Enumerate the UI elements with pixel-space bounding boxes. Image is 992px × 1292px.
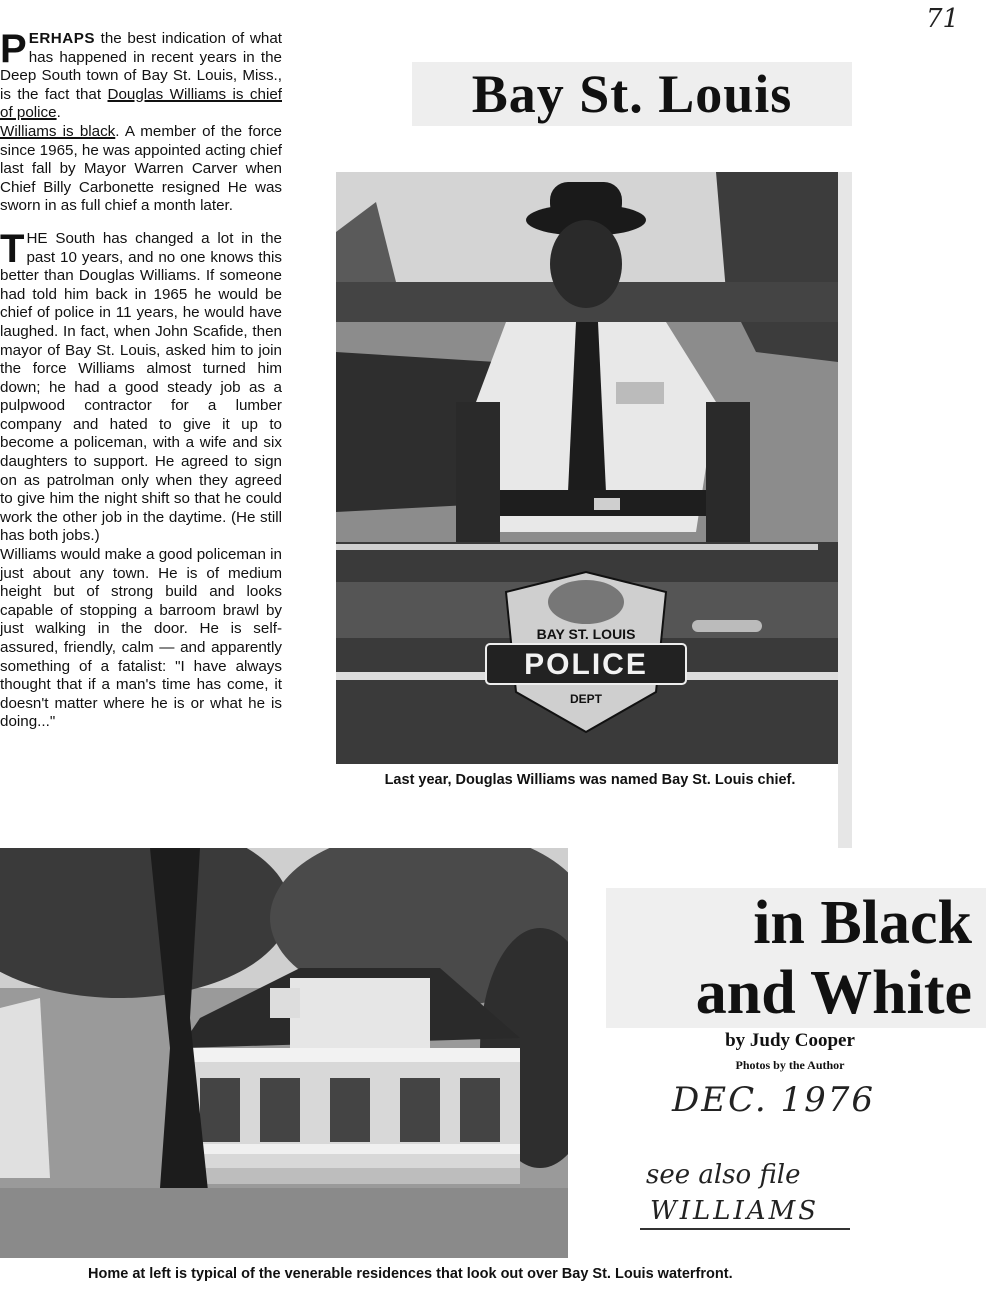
byline: by Judy Cooper bbox=[725, 1030, 855, 1051]
paragraph-text: Williams would make a good policeman in just about any town. He is of medium height but of strong build and looks capable of stopping a barroom brawl by just walking in the door. He is self-assured, friendly, calm — and apparently something of a fatalist: "I have always thought that if a man's time has come, it doesn't matter where he is or what he is doing..." bbox=[0, 546, 282, 731]
handwritten-page-number: 71 bbox=[926, 4, 960, 34]
photo-credit: Photos by the Author bbox=[735, 1058, 845, 1072]
handwritten-note-line-1: see also file bbox=[646, 1160, 801, 1190]
handwritten-underline bbox=[640, 1228, 850, 1230]
article-paragraph-1 bbox=[0, 27, 282, 123]
badge-city-text: BAY ST. LOUIS bbox=[536, 626, 636, 642]
drop-cap: T bbox=[0, 226, 25, 271]
headline-top: Bay St. Louis bbox=[412, 62, 852, 126]
handwritten-date: DEC. 1976 bbox=[672, 1080, 876, 1120]
headline-bottom-line-1: in Black bbox=[753, 889, 972, 957]
underlined-text: Williams is black bbox=[0, 122, 116, 140]
house-photo bbox=[0, 848, 568, 1258]
paragraph-text: . bbox=[56, 104, 61, 122]
paragraph-text: HE South has changed a lot in the past 10 years, and no one knows this better than Douglas Williams. If someone had told him back in 1965 he would be chief of police in 11 years, he would have laughed. In fact, when John Scafide, then mayor of Bay St. Louis, asked him to join the force Williams almost turned him down; he had a good steady job as a pulpwood contractor for a lumber company and hated to give it up to become a policeman, with a wife and six daughters to support. He agreed to sign on as patrolman only when they agreed to give him the night shift so that he could work the other job in the daytime. (He still has both jobs.) bbox=[0, 229, 282, 545]
underlined-text: Douglas Williams is chief of police bbox=[0, 85, 282, 122]
house-photo-caption: Home at left is typical of the venerable residences that look out over Bay St. Louis waterfront. bbox=[88, 1266, 733, 1282]
handwritten-note-line-2: WILLIAMS bbox=[650, 1196, 820, 1226]
badge-police-text: POLICE bbox=[524, 648, 648, 681]
paragraph-text: the best indication of what has happened in recent years in the Deep South town of Bay St. Louis, Miss., is the fact that bbox=[0, 30, 282, 103]
police-chief-photo bbox=[336, 172, 838, 764]
lead-word: ERHAPS bbox=[28, 30, 95, 47]
headline-bottom bbox=[606, 888, 986, 1028]
paragraph-text: . A member of the force since 1965, he was appointed acting chief last fall by Mayor Warren Carver when Chief Billy Carbonette resigned He was sworn in as full chief a month later. bbox=[0, 122, 283, 215]
police-photo-caption: Last year, Douglas Williams was named Bay St. Louis chief. bbox=[384, 772, 796, 788]
drop-cap: P bbox=[0, 27, 27, 71]
badge-dept-text: DEPT bbox=[569, 692, 602, 706]
article-body bbox=[0, 27, 283, 746]
article-paragraph-4 bbox=[0, 546, 282, 732]
clipping-edge bbox=[838, 172, 852, 848]
headline-bottom-line-2: and White bbox=[695, 959, 972, 1027]
article-paragraph-2 bbox=[0, 123, 282, 216]
article-paragraph-3 bbox=[0, 226, 282, 546]
